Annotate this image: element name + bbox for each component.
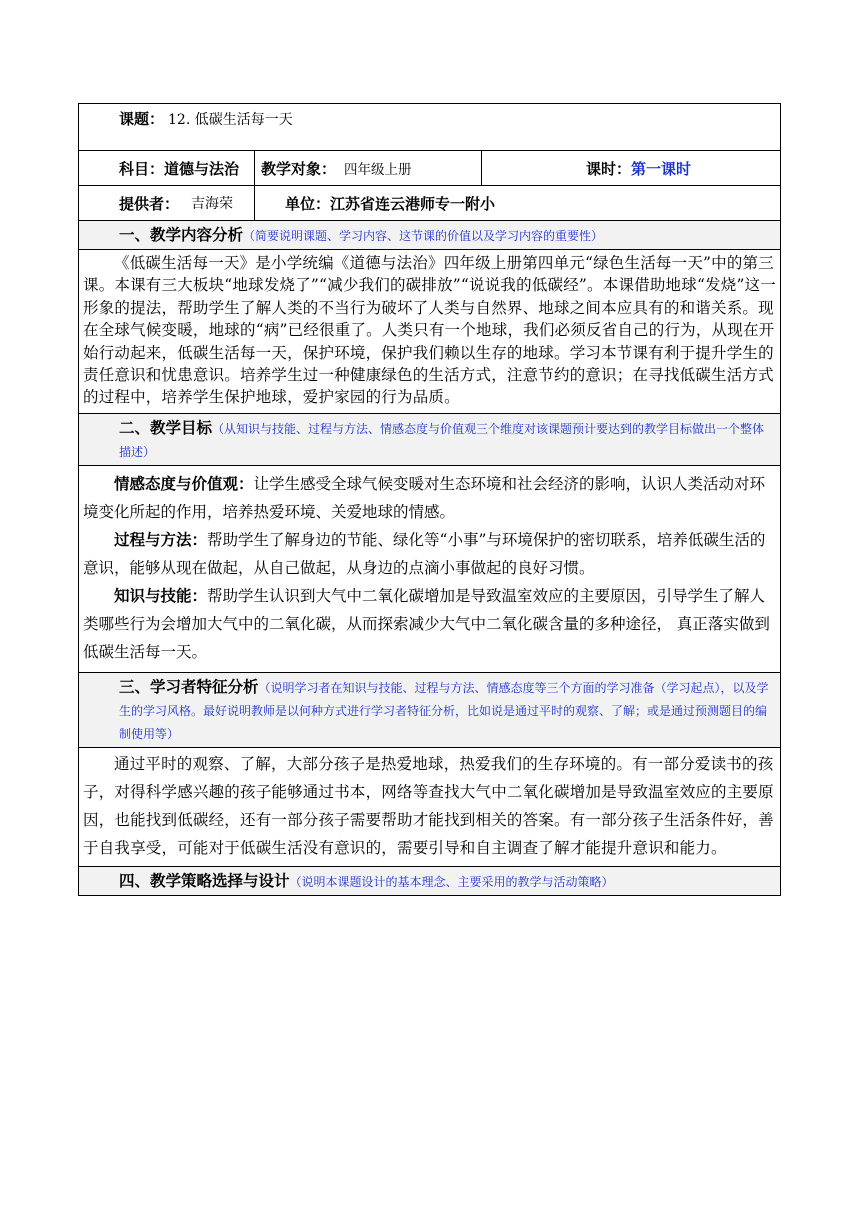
learner-analysis-header: [78, 673, 781, 748]
topic-row: [78, 103, 781, 151]
unit-cell: [255, 186, 780, 220]
teaching-goals-heading: 二、教学目标: [119, 417, 213, 437]
learner-analysis-heading: 三、学习者特征分析: [119, 676, 259, 696]
subject-value: 道德与法治: [164, 159, 240, 178]
goal-attitude-text: 让学生感受全球气候变暖对生态环境和社会经济的影响，认识人类活动对环境变化所起的作用，培养热爱环境、关爱地球的情感。: [83, 474, 766, 521]
goal-process: [83, 526, 776, 582]
teaching-goals-note: （从知识与技能、过程与方法、情感态度与价值观三个维度对该课题预计要达到的教学目标做出一个整体描述）: [119, 421, 765, 459]
period-value: 第一课时: [631, 159, 692, 178]
learner-analysis-text: 通过平时的观察、了解，大部分孩子是热爱地球，热爱我们的生存环境的。有一部分爱读书的孩子，对得科学感兴趣的孩子能够通过书本，网络等查找大气中二氧化碳增加是导致温室效应的主要原因，也能找到低碳经，还有一部分孩子需要帮助才能找到相关的答案。有一部分孩子生活条件好，善于自我享受，可能对于低碳生活没有意识的，需要引导和自主调查了解才能提升意识和能力。: [78, 748, 781, 867]
goal-process-label: 过程与方法：: [114, 529, 208, 549]
content-analysis-header: [78, 221, 781, 250]
strategy-heading: 四、教学策略选择与设计: [119, 870, 290, 890]
subject-cell: [79, 151, 255, 185]
content-analysis-text: 《低碳生活每一天》是小学统编《道德与法治》四年级上册第四单元“绿色生活每一天”中的第三课。本课有三大板块“地球发烧了”“减少我们的碳排放”“说说我的低碳经”。本课借助地球“发烧”这一形象的提法，帮助学生了解人类的不当行为破坏了人类与自然界、地球之间本应具有的和谐关系。现在全球气候变暖，地球的“病”已经很重了。人类只有一个地球，我们必须反省自己的行为，从现在开始行动起来，低碳生活每一天，保护环境，保护我们赖以生存的地球。学习本节课有利于提升学生的责任意识和忧患意识。培养学生过一种健康绿色的生活方式，注意节约的意识；在寻找低碳生活方式的过程中，培养学生保护地球，爱护家园的行为品质。: [78, 250, 781, 414]
content-analysis-note: （简要说明课题、学习内容、这节课的价值以及学习内容的重要性）: [243, 229, 604, 243]
period-cell: [482, 151, 780, 185]
learner-analysis-note: （说明学习者在知识与技能、过程与方法、情感态度等三个方面的学习准备（学习起点），以及学生的学习风格。最好说明教师是以何种方式进行学习者特征分析，比如说是通过平时的观察、了解；或是通过预测题目的编制使用等）: [119, 680, 769, 741]
content-analysis-heading: 一、教学内容分析: [119, 225, 244, 244]
topic-label: 课题：: [119, 110, 165, 128]
topic-value: 12. 低碳生活每一天: [168, 112, 293, 128]
goal-process-text: 帮助学生了解身边的节能、绿化等“小事”与环境保护的密切联系，培养低碳生活的意识，能够从现在做起，从自己做起，从身边的点滴小事做起的良好习惯。: [83, 530, 766, 577]
audience-cell: [255, 151, 482, 185]
provider-label: 提供者：: [119, 194, 180, 213]
strategy-header: [78, 867, 781, 896]
provider-cell: [79, 186, 255, 220]
goal-knowledge-label: 知识与技能：: [114, 585, 208, 605]
provider-row: [78, 186, 781, 221]
audience-value: 四年级上册: [344, 162, 412, 178]
lesson-plan-table: [78, 103, 781, 896]
teaching-goals-header: [78, 414, 781, 466]
goal-attitude-label: 情感态度与价值观：: [114, 473, 254, 493]
audience-label: 教学对象：: [261, 159, 337, 178]
teaching-goals-body: [78, 466, 781, 673]
goal-knowledge: [83, 582, 776, 666]
goal-attitude: [83, 470, 776, 526]
strategy-note: （说明本课题设计的基本理念、主要采用的教学与活动策略）: [289, 874, 614, 889]
period-label: 课时：: [586, 159, 632, 178]
provider-value: 吉海荣: [191, 196, 234, 212]
goal-knowledge-text: 帮助学生认识到大气中二氧化碳增加是导致温室效应的主要原因，引导学生了解人类哪些行为会增加大气中的二氧化碳，从而探索减少大气中二氧化碳含量的多种途径， 真正落实做到低碳生活每一天。: [83, 586, 770, 661]
subject-label: 科目：: [119, 159, 165, 178]
unit-label: 单位：: [285, 194, 331, 213]
unit-value: 江苏省连云港师专一附小: [330, 194, 496, 213]
subject-row: [78, 151, 781, 186]
